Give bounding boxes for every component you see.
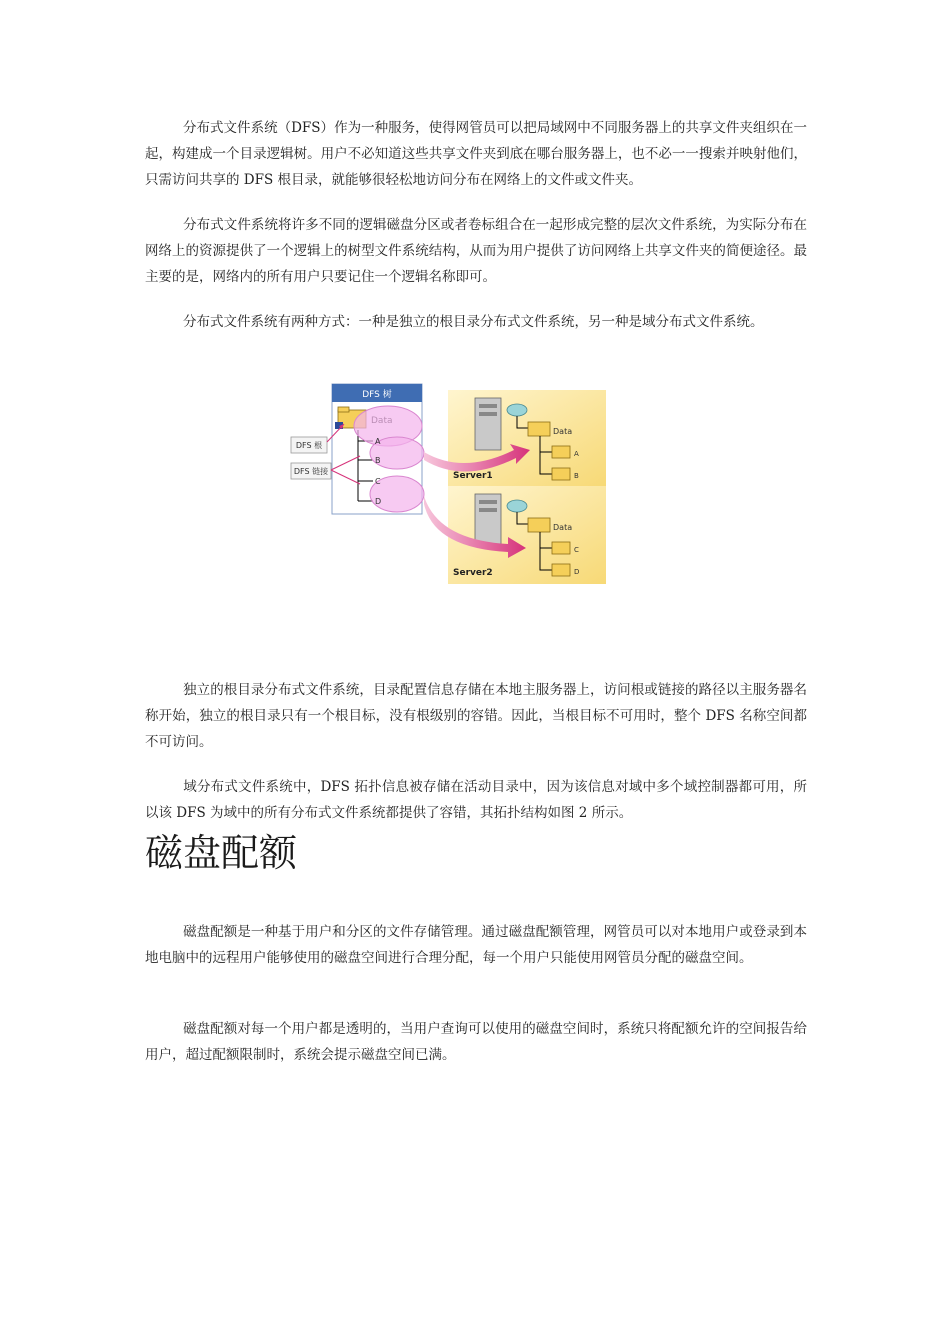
paragraph-dfs-intro: 分布式文件系统（DFS）作为一种服务，使得网管员可以把局域网中不同服务器上的共享文件夹组织在一起，构建成一个目录逻辑树。用户不必知道这些共享文件夹到底在哪台服务器上，也不必一一搜索并映射他们，只需访问共享的 DFS 根目录，就能够很轻松地访问分布在网络上的文件或文件夹。 bbox=[145, 120, 807, 188]
server1-sub-a: A bbox=[574, 450, 579, 458]
server2-panel bbox=[448, 486, 606, 584]
server1-sub-b: B bbox=[574, 472, 579, 480]
paragraph-dfs-structure: 分布式文件系统将许多不同的逻辑磁盘分区或者卷标组合在一起形成完整的层次文件系统，为实际分布在网络上的资源提供了一个逻辑上的树型文件系统结构，从而为用户提供了访问网络上共享文件夹的简便途径。最主要的是，网络内的所有用户只要记住一个逻辑名称即可。 bbox=[145, 217, 807, 285]
link-label-c: C bbox=[375, 477, 381, 486]
server1-panel bbox=[448, 390, 606, 486]
link-label-d: D bbox=[375, 497, 382, 506]
svg-text:DFS 根: DFS 根 bbox=[295, 441, 323, 450]
section-heading: 磁盘配额 bbox=[145, 831, 298, 875]
tree-title: DFS 树 bbox=[362, 390, 392, 400]
paragraph-standalone-dfs: 独立的根目录分布式文件系统，目录配置信息存储在本地主服务器上，访问根或链接的路径以主服务器名称开始，独立的根目录只有一个根目标，没有根级别的容错。因此，当根目标不可用时，整个 DFS 名称空间都不可访问。 bbox=[145, 682, 807, 750]
server2-label: Server2 bbox=[453, 568, 493, 578]
paragraph-quota-intro: 磁盘配额是一种基于用户和分区的文件存储管理。通过磁盘配额管理，网管员可以对本地用户或登录到本地电脑中的远程用户能够使用的磁盘空间进行合理分配，每一个用户只能使用网管员分配的磁盘空间。 bbox=[145, 924, 807, 966]
server2-folder-label: Data bbox=[553, 523, 573, 532]
dfs-diagram bbox=[288, 380, 618, 600]
paragraph-domain-dfs: 域分布式文件系统中，DFS 拓扑信息被存储在活动目录中，因为该信息对域中多个域控制器都可用，所以该 DFS 为域中的所有分布式文件系统都提供了容错，其拓扑结构如图 2 所示。 bbox=[145, 779, 807, 821]
server1-label: Server1 bbox=[453, 471, 493, 481]
paragraph-dfs-types: 分布式文件系统有两种方式：一种是独立的根目录分布式文件系统，另一种是域分布式文件系统。 bbox=[183, 314, 764, 330]
link-label-b: B bbox=[375, 456, 381, 465]
paragraph-quota-transparency: 磁盘配额对每一个用户都是透明的，当用户查询可以使用的磁盘空间时，系统只将配额允许的空间报告给用户，超过配额限制时，系统会提示磁盘空间已满。 bbox=[145, 1021, 807, 1063]
dfs-tree-panel bbox=[332, 384, 424, 514]
server1-folder-label: Data bbox=[553, 427, 573, 436]
link-label-a: A bbox=[375, 437, 381, 446]
server2-sub-c: C bbox=[574, 546, 579, 554]
server2-sub-d: D bbox=[574, 568, 580, 576]
svg-text:DFS 链接: DFS 链接 bbox=[293, 467, 329, 476]
